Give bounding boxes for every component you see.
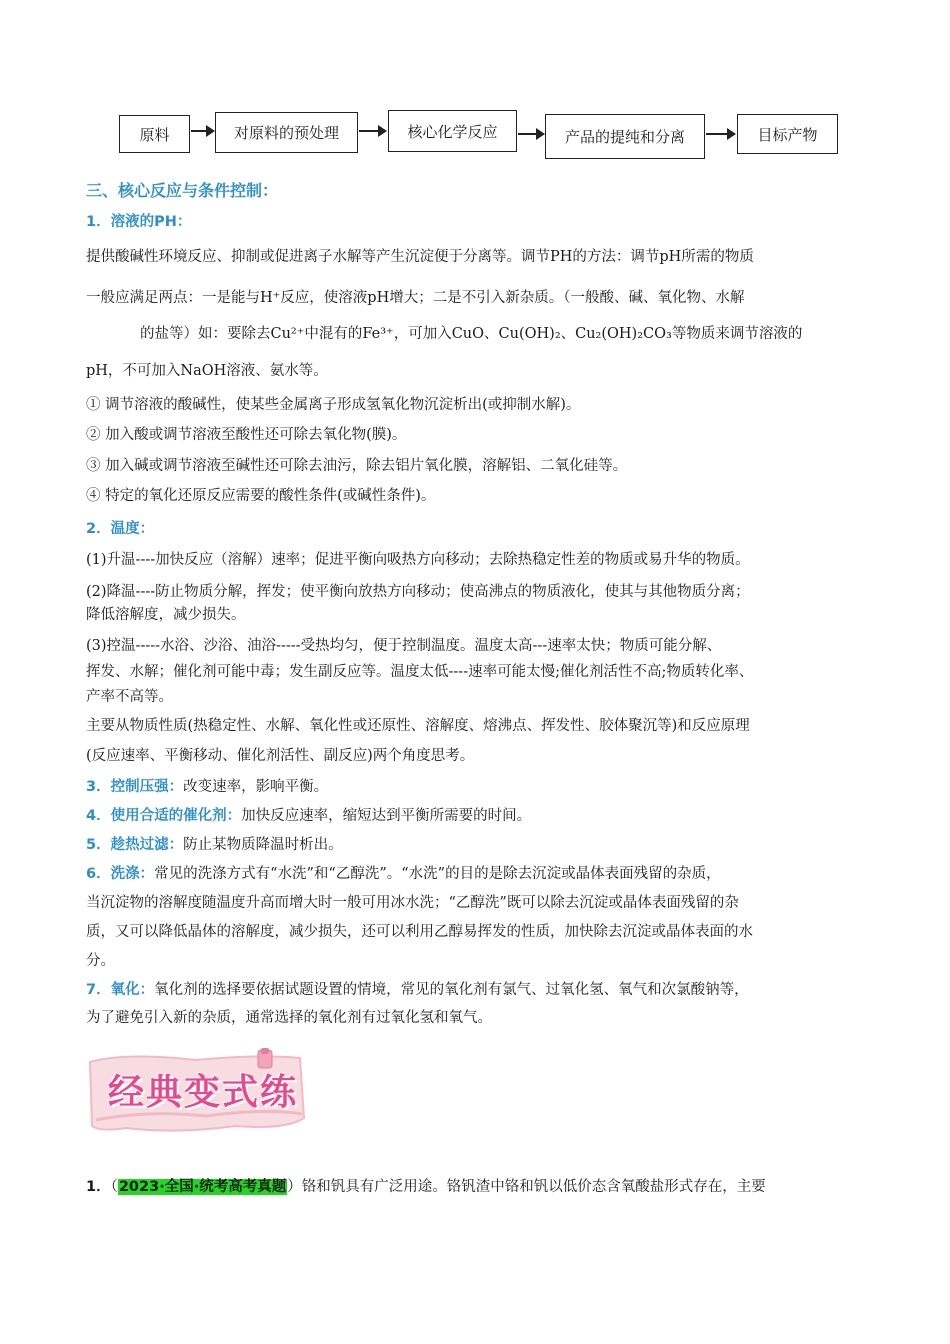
list-item: ① 调节溶液的酸碱性，使某些金属离子形成氢氧化物沉淀析出(或抑制水解)。 [86, 397, 581, 413]
paragraph-line: (3)控温-----水浴、沙浴、油浴-----受热均匀，便于控制温度。温度太高---速率太快；物质可能分解、 [86, 638, 722, 654]
flow-label: 原料 [139, 125, 170, 144]
subsection-title-pressure: 3．控制压强： [86, 779, 184, 795]
paragraph-line: 的盐等）如：要除去Cu²⁺中混有的Fe³⁺，可加入CuO、Cu(OH)₂、Cu₂(OH)₂CO₃等物质来调节溶液的 [140, 326, 803, 342]
paragraph-wash [86, 862, 721, 883]
paragraph-pressure [86, 775, 328, 796]
question-number: 1． [86, 1179, 111, 1195]
subsection-title-hot-filter: 5．趁热过滤： [86, 837, 184, 853]
subsection-title-oxidize: 7．氧化： [86, 982, 155, 998]
flow-box-core-reaction [388, 110, 517, 152]
paragraph-line: pH，不可加入NaOH溶液、氨水等。 [86, 363, 328, 379]
paragraph-hot-filter [86, 833, 343, 854]
flow-label: 核心化学反应 [407, 122, 498, 141]
list-item: ② 加入酸或调节溶液至酸性还可除去氧化物(膜)。 [86, 427, 407, 443]
paragraph-text: 氧化剂的选择要依据试题设置的情境，常见的氧化剂有氯气、过氧化氢、氧气和次氯酸钠等， [154, 982, 749, 998]
subsection-title-wash: 6．洗涤： [86, 866, 155, 882]
flow-label: 对原料的预处理 [233, 124, 339, 142]
paragraph-line: 分。 [86, 953, 115, 969]
list-item: ③ 加入碱或调节溶液至碱性还可除去油污，除去铝片氧化膜，溶解铝、二氧化硅等。 [86, 458, 628, 474]
flow-label: 目标产物 [757, 125, 818, 144]
paragraph-line: 提供酸碱性环境反应、抑制或促进离子水解等产生沉淀便于分离等。调节PH的方法：调节pH所需的物质 [86, 249, 754, 265]
paragraph-text: 加快反应速率，缩短达到平衡所需要的时间。 [241, 808, 532, 824]
paragraph-line: (反应速率、平衡移动、催化剂活性、副反应)两个角度思考。 [86, 748, 475, 764]
subsection-title-temperature: 2．温度： [86, 521, 155, 537]
flow-label: 产品的提纯和分离 [564, 128, 685, 146]
flow-box-raw-material [119, 115, 190, 153]
question-text: 铬和钒具有广泛用途。铬钒渣中铬和钒以低价态含氧酸盐形式存在，主要 [301, 1179, 766, 1195]
paragraph-text: 防止某物质降温时析出。 [183, 837, 343, 853]
flow-box-purification [545, 114, 705, 159]
paragraph-line: 挥发、水解；催化剂可能中毒；发生副反应等。温度太低----速率可能太慢;催化剂活性不高;物质转化率、 [86, 664, 754, 680]
paragraph-oxidize [86, 978, 749, 999]
practice-banner [86, 1048, 312, 1140]
paragraph-line: (2)降温----防止物质分解，挥发；使平衡向放热方向移动；使高沸点的物质液化，使其与其他物质分离； [86, 584, 750, 600]
paragraph-catalyst [86, 804, 531, 825]
flow-arrow [359, 130, 385, 132]
banner-text: 经典变式练 [108, 1072, 299, 1113]
section-title: 三、核心反应与条件控制： [86, 181, 279, 200]
paragraph-line: 当沉淀物的溶解度随温度升高而增大时一般可用冰水洗；“乙醇洗”既可以除去沉淀或晶体表面残留的杂 [86, 895, 739, 911]
question-source-close: ） [287, 1179, 302, 1195]
paragraph-line: 为了避免引入新的杂质，通常选择的氧化剂有过氧化氢和氧气。 [86, 1010, 492, 1026]
paragraph-text: 常见的洗涤方式有“水洗”和“乙醇洗”。“水洗”的目的是除去沉淀或晶体表面残留的杂质， [154, 866, 721, 882]
flow-arrow [191, 130, 213, 132]
paragraph-text: 改变速率，影响平衡。 [183, 779, 329, 795]
paragraph-line: 一般应满足两点：一是能与H⁺反应，使溶液pH增大；二是不引入新杂质。（一般酸、碱、氧化物、水解 [86, 290, 745, 306]
question-source-open: （ [110, 1179, 118, 1195]
paragraph-line: 产率不高等。 [86, 689, 173, 705]
subsection-title-catalyst: 4．使用合适的催化剂： [86, 808, 242, 824]
flow-arrow [706, 133, 734, 135]
question-source-badge: 2023·全国·统考高考真题 [118, 1179, 287, 1195]
paragraph-line: (1)升温----加快反应（溶解）速率；促进平衡向吸热方向移动；去除热稳定性差的物质或易升华的物质。 [86, 552, 750, 568]
flow-box-target-product [737, 114, 838, 154]
subsection-title-ph: 1．溶液的PH： [86, 214, 192, 230]
list-item: ④ 特定的氧化还原反应需要的酸性条件(或碱性条件)。 [86, 488, 436, 504]
question-1 [86, 1175, 766, 1196]
flow-arrow [518, 133, 543, 135]
flow-box-pretreatment [215, 112, 358, 153]
paragraph-line: 质，又可以降低晶体的溶解度，减少损失，还可以利用乙醇易挥发的性质，加快除去沉淀或晶体表面的水 [86, 924, 753, 940]
paragraph-line: 降低溶解度，减少损失。 [86, 607, 246, 623]
paragraph-line: 主要从物质性质(热稳定性、水解、氧化性或还原性、溶解度、熔沸点、挥发性、胶体聚沉等)和反应原理 [86, 718, 750, 734]
